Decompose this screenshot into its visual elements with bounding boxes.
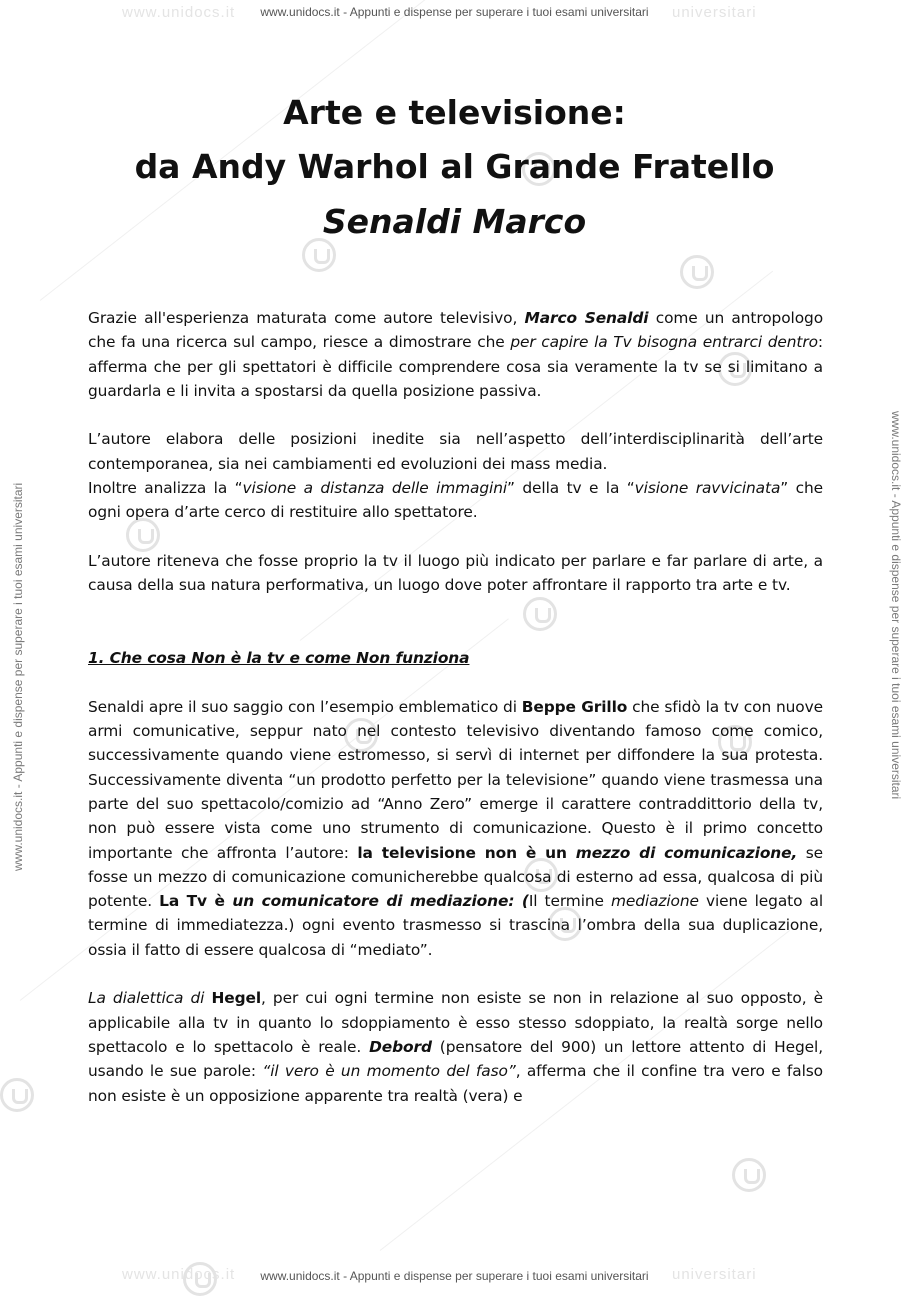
paragraph-analysis: Inoltre analizza la “visione a distanza delle immagini” della tv e la “visione ravvicinata” che ogni opera d’arte cerco di restituire allo spettatore.	[88, 479, 824, 522]
ghost-watermark-top-right: universitari	[672, 4, 757, 21]
paragraph-positions: L’autore elabora delle posizioni inedite sia nell’aspetto dell’interdisciplinarità dell’arte contemporanea, sia nei cambiamenti ed evoluzioni dei mass media.	[88, 430, 823, 473]
unidocs-logo-icon	[680, 255, 714, 289]
ghost-watermark-bottom-right: universitari	[672, 1266, 757, 1283]
title-line-1: Arte e televisione:	[283, 93, 626, 132]
unidocs-logo-icon	[732, 1158, 766, 1192]
ghost-watermark-top: www.unidocs.it	[122, 4, 236, 21]
document-body	[88, 306, 823, 1108]
side-watermark-left: www.unidocs.it - Appunti e dispense per superare i tuoi esami universitari	[11, 482, 25, 871]
title-author: Senaldi Marco	[322, 202, 587, 241]
paragraph-hegel: La dialettica di Hegel, per cui ogni termine non esiste se non in relazione al suo opposto, è applicabile alla tv in quanto lo sdoppiamento è esso stesso sdoppiato, la realtà sorge nello spettacolo e lo spettacolo è reale. Debord (pensatore del 900) un lettore attento di Hegel, usando le sue parole: “il vero è un momento del faso”, afferma che il confine tra vero e falso non esiste è un opposizione apparente tra realtà (vera) e	[88, 989, 823, 1105]
paragraph-tv-place: L’autore riteneva che fosse proprio la tv il luogo più indicato per parlare e far parlare di arte, a causa della sua natura performativa, un luogo dove poter affrontare il rapporto tra arte e tv.	[88, 551, 823, 595]
ghost-watermark-bottom: www.unidocs.it	[122, 1266, 236, 1283]
side-watermark-right: www.unidocs.it - Appunti e dispense per superare i tuoi esami universitari	[889, 411, 903, 800]
header-watermark: www.unidocs.it - Appunti e dispense per superare i tuoi esami universitari	[260, 5, 649, 19]
section-heading: 1. Che cosa Non è la tv e come Non funziona	[88, 649, 470, 668]
footer-watermark: www.unidocs.it - Appunti e dispense per superare i tuoi esami universitari	[260, 1269, 649, 1283]
paragraph-grillo: Senaldi apre il suo saggio con l’esempio emblematico di Beppe Grillo che sfidò la tv con nuove armi comunicative, seppur nato nel contesto televisivo diventando famoso come comico, successivamente quando viene estromesso, si servì di internet per diffondere la sua protesta. Successivamente diventa “un prodotto perfetto per la televisione” quando viene trasmessa una parte del suo spettacolo/comizio ad “Anno Zero” emerge il carattere contraddittorio della tv, non può essere vista come uno strumento di comunicazione. Questo è il primo concetto importante che affronta l’autore: la televisione non è un mezzo di comunicazione, se fosse un mezzo di comunicazione comunicherebbe qualcosa di esterno ad essa, qualcosa di più potente. La Tv è un comunicatore di mediazione: (Il termine mediazione viene legato al termine di immediatezza.) ogni evento trasmesso si trascina l’ombra della sua duplicazione, ossia il fatto di essere qualcosa di “mediato”.	[88, 697, 823, 959]
paragraph-intro: Grazie all'esperienza maturata come autore televisivo, Marco Senaldi come un antropologo che fa una ricerca sul campo, riesce a dimostrare che per capire la Tv bisogna entrarci dentro: afferma che per gli spettatori è difficile comprendere cosa sia veramente la tv se si limitano a guardarla e li invita a spostarsi da quella posizione passiva.	[88, 309, 824, 400]
unidocs-logo-icon	[0, 1078, 34, 1112]
title-line-2: da Andy Warhol al Grande Fratello	[134, 147, 775, 186]
